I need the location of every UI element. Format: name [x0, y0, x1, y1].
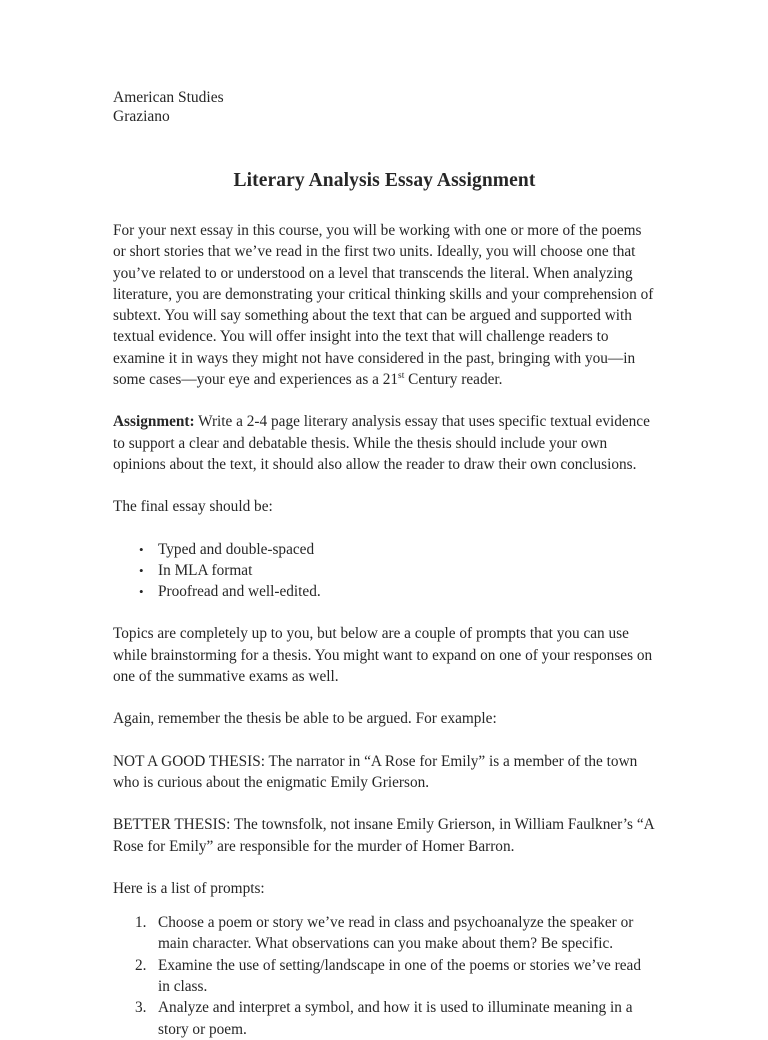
spacer	[113, 730, 656, 751]
spacer	[113, 518, 656, 539]
spacer	[113, 192, 656, 220]
spacer	[113, 857, 656, 878]
requirements-lead: The final essay should be:	[113, 498, 273, 516]
requirements-list	[113, 539, 656, 603]
spacer	[113, 602, 656, 623]
spacer	[113, 899, 656, 912]
topics-paragraph: Topics are completely up to you, but below are a couple of prompts that you can use while brainstorming for a thesis. You might want to expand on one of your responses on one of the summative exams as well.	[113, 625, 653, 686]
document-body	[113, 88, 656, 1040]
not-good-thesis-example: NOT A GOOD THESIS: The narrator in “A Rose for Emily” is a member of the town who is curious about the enigmatic Emily Grierson.	[113, 752, 638, 791]
list-item: • Typed and double-spaced	[113, 539, 656, 560]
list-item: • Proofread and well-edited.	[113, 581, 656, 602]
prompts-lead: Here is a list of prompts:	[113, 879, 265, 897]
intro-paragraph-text: For your next essay in this course, you will be working with one or more of the poems or short stories that we’ve read in the first two units. Ideally, you will choose one that you’ve related to or understood on a level that transcends the literal. When analyzing literature, you are demonstrating your critical thinking skills and your comprehension of subtext. You will say something about the text that can be argued and supported with textual evidence. You will offer insight into the text that will challenge readers to examine it in ways they might not have considered in the past, bringing with you—in some cases—your eye and experiences as a 21	[113, 222, 654, 389]
again-paragraph: Again, remember the thesis be able to be argued. For example:	[113, 710, 497, 728]
document-header	[113, 88, 656, 126]
spacer	[113, 687, 656, 708]
instructor-name: Graziano	[113, 108, 170, 125]
prompts-list	[113, 912, 656, 1040]
spacer	[113, 793, 656, 814]
list-item: Analyze and interpret a symbol, and how it is used to illuminate meaning in a story or poem.	[158, 999, 633, 1038]
course-name: American Studies	[113, 89, 224, 106]
list-item: • In MLA format	[113, 560, 656, 581]
ordinal-superscript: st	[398, 370, 405, 381]
page-title: Literary Analysis Essay Assignment	[233, 170, 536, 191]
better-thesis-example: BETTER THESIS: The townsfolk, not insane Emily Grierson, in William Faulkner’s “A Rose for Emily” are responsible for the murder of Homer Barron.	[113, 816, 654, 855]
intro-paragraph-tail: Century reader.	[404, 371, 503, 389]
assignment-label: Assignment:	[113, 413, 195, 431]
spacer	[113, 390, 656, 411]
spacer	[113, 475, 656, 496]
list-item: Choose a poem or story we’ve read in class and psychoanalyze the speaker or main character. What observations can you make about them? Be specific.	[158, 914, 634, 953]
intro-paragraph	[113, 220, 656, 390]
assignment-paragraph	[113, 411, 656, 475]
assignment-text: Write a 2-4 page literary analysis essay that uses specific textual evidence to support a clear and debatable thesis. While the thesis should include your own opinions about the text, it should also allow the reader to draw their own conclusions.	[113, 413, 650, 473]
list-item: Examine the use of setting/landscape in one of the poems or stories we’ve read in class.	[158, 956, 641, 996]
